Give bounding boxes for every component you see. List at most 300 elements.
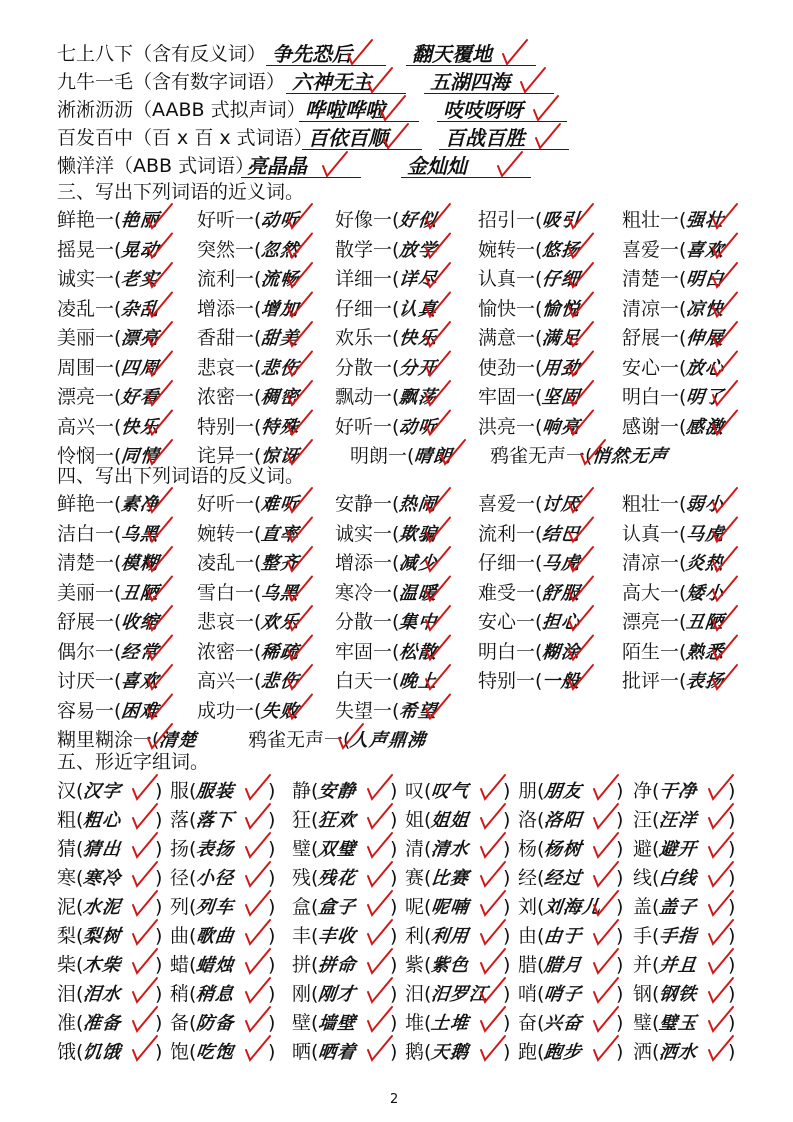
exercise-item [350, 442, 452, 471]
prompt-char: 柴 [57, 954, 77, 976]
prompt-char: 饱 [170, 1041, 190, 1063]
prompt-char: 腊 [518, 954, 538, 976]
phrase-prompt: 七上八下（含有反义词） [57, 43, 267, 65]
prompt-word: 好听一( [197, 493, 262, 515]
close-paren: ) [616, 954, 624, 976]
open-paren: ( [76, 1012, 84, 1034]
char-item [518, 1038, 624, 1067]
handwritten-answer: 松散 [398, 641, 439, 663]
close-paren: ) [616, 1012, 624, 1034]
prompt-word: 周围一( [57, 356, 122, 379]
char-item [292, 835, 398, 864]
prompt-word: 鸦雀无声一( [490, 445, 593, 467]
handwritten-answer: 服装 [195, 781, 236, 802]
exercise-item [478, 549, 580, 578]
handwritten-answer: 丑陋 [685, 612, 726, 633]
prompt-char: 洛 [518, 809, 538, 831]
char-item [633, 777, 736, 806]
close-paren: ) [155, 954, 163, 976]
exercise-item [622, 608, 724, 637]
close-paren: ) [616, 925, 624, 947]
exercise-item [622, 206, 724, 235]
prompt-char: 静 [292, 780, 312, 802]
close-paren: ) [268, 1012, 276, 1034]
char-item [405, 951, 511, 980]
char-item [405, 864, 511, 893]
char-item [405, 980, 511, 1009]
handwritten-answer: 紫色 [430, 955, 471, 976]
phrase-prompt: 懒洋洋（ABB 式词语） [57, 155, 255, 177]
handwritten-answer: 糊涂 [541, 641, 582, 663]
char-item [518, 777, 624, 806]
exercise-item [335, 324, 437, 353]
exercise-item [197, 413, 299, 442]
prompt-word: 浓密一( [197, 386, 262, 408]
phrase-prompt: 淅淅沥沥（AABB 式拟声词） [57, 99, 306, 121]
prompt-word: 凌乱一( [197, 552, 262, 574]
char-item [518, 806, 624, 835]
exercise-item [490, 442, 668, 471]
open-paren: ( [311, 1012, 319, 1034]
prompt-word: 明白一( [622, 386, 687, 408]
prompt-char: 经 [518, 867, 538, 889]
exercise-item [57, 608, 159, 637]
handwritten-answer: 喜欢 [685, 239, 726, 261]
handwritten-answer: 汨罗江 [430, 984, 490, 1005]
handwritten-answer: 飘荡 [398, 387, 439, 408]
exercise-item [57, 490, 159, 519]
exercise-item [335, 520, 437, 549]
open-paren: ( [76, 780, 84, 802]
close-paren: ) [616, 838, 624, 860]
close-paren: ) [728, 954, 736, 976]
char-item [405, 835, 511, 864]
close-paren: ) [390, 838, 398, 860]
prompt-word: 高大一( [622, 581, 687, 604]
close-paren: ) [616, 867, 624, 889]
handwritten-answer: 清水 [430, 839, 471, 860]
open-paren: ( [652, 954, 660, 976]
close-paren: ) [390, 867, 398, 889]
handwritten-answer: 丰收 [317, 926, 358, 947]
close-paren: ) [728, 838, 736, 860]
char-item [633, 980, 736, 1009]
handwritten-answer: 晴朗 [413, 446, 454, 467]
prompt-word: 认真一( [478, 268, 543, 290]
prompt-word: 鲜艳一( [57, 209, 122, 231]
handwritten-answer: 蜡烛 [195, 955, 236, 976]
open-paren: ( [424, 780, 432, 802]
handwritten-answer: 好似 [398, 210, 439, 231]
prompt-char: 备 [170, 1012, 190, 1034]
prompt-char: 壁 [292, 1012, 312, 1034]
exercise-item [478, 490, 580, 519]
char-item [292, 777, 398, 806]
handwritten-answer: 放心 [685, 357, 726, 379]
char-item [633, 922, 736, 951]
prompt-word: 鲜艳一( [57, 493, 122, 515]
handwritten-answer: 一般 [541, 671, 582, 692]
exercise-row [0, 324, 793, 352]
char-item [292, 922, 398, 951]
handwritten-answer: 拼命 [317, 955, 358, 976]
exercise-item [57, 579, 159, 608]
exercise-row [0, 697, 793, 725]
exercise-item [248, 726, 426, 755]
open-paren: ( [537, 809, 545, 831]
open-paren: ( [189, 925, 197, 947]
handwritten-answer: 刘海儿 [543, 897, 603, 918]
handwritten-answer: 满足 [541, 328, 582, 349]
close-paren: ) [728, 867, 736, 889]
close-paren: ) [268, 1041, 276, 1063]
handwritten-answer: 甜美 [260, 328, 301, 349]
handwritten-answer: 清楚 [158, 730, 199, 751]
handwritten-answer: 集中 [398, 612, 439, 633]
handwritten-answer: 素净 [120, 494, 161, 515]
close-paren: ) [390, 983, 398, 1005]
handwritten-answer: 利用 [430, 926, 471, 947]
handwritten-answer: 六神无主 [292, 70, 372, 94]
prompt-word: 婉转一( [197, 522, 262, 545]
phrase-row [0, 40, 793, 68]
close-paren: ) [728, 896, 736, 918]
open-paren: ( [189, 896, 197, 918]
open-paren: ( [537, 983, 545, 1005]
handwritten-answer: 吱吱呀呀 [443, 98, 523, 122]
prompt-word: 浓密一( [197, 640, 262, 663]
prompt-char: 钢 [633, 983, 653, 1005]
handwritten-answer: 模糊 [120, 553, 161, 574]
char-item [292, 951, 398, 980]
prompt-word: 清凉一( [622, 552, 687, 574]
char-item [292, 806, 398, 835]
open-paren: ( [537, 896, 545, 918]
exercise-item [57, 206, 159, 235]
handwritten-answer: 吃饱 [195, 1042, 236, 1063]
exercise-item [57, 265, 159, 294]
handwritten-answer: 欺骗 [398, 523, 439, 545]
char-item [170, 835, 276, 864]
exercise-item [478, 295, 580, 324]
open-paren: ( [189, 1012, 197, 1034]
close-paren: ) [503, 896, 511, 918]
close-paren: ) [503, 954, 511, 976]
char-item [405, 893, 511, 922]
prompt-word: 愉快一( [478, 297, 543, 320]
close-paren: ) [616, 983, 624, 1005]
prompt-word: 增添一( [335, 552, 400, 574]
prompt-char: 洒 [633, 1041, 653, 1063]
char-item [405, 922, 511, 951]
exercise-item [197, 579, 299, 608]
open-paren: ( [537, 1041, 545, 1063]
close-paren: ) [155, 867, 163, 889]
open-paren: ( [652, 780, 660, 802]
prompt-char: 落 [170, 809, 190, 831]
prompt-word: 粗壮一( [622, 493, 687, 515]
exercise-item [197, 324, 299, 353]
handwritten-answer: 木柴 [82, 955, 123, 976]
char-item [57, 864, 163, 893]
exercise-item [478, 354, 580, 383]
handwritten-answer: 好看 [120, 387, 161, 408]
prompt-char: 粗 [57, 809, 77, 831]
handwritten-answer: 整齐 [260, 553, 301, 574]
handwritten-answer: 坚固 [541, 387, 582, 408]
char-item [518, 980, 624, 1009]
handwritten-answer: 四周 [120, 357, 161, 379]
handwritten-answer: 盖子 [658, 897, 699, 918]
handwritten-answer: 动听 [398, 416, 439, 438]
open-paren: ( [424, 867, 432, 889]
open-paren: ( [311, 896, 319, 918]
prompt-word: 难受一( [478, 581, 543, 604]
close-paren: ) [268, 925, 276, 947]
prompt-word: 分散一( [335, 611, 400, 633]
exercise-item [478, 520, 580, 549]
handwritten-answer: 乌黑 [120, 523, 161, 545]
open-paren: ( [537, 838, 545, 860]
handwritten-answer: 双璧 [317, 839, 358, 860]
handwritten-answer: 列车 [195, 897, 236, 918]
open-paren: ( [76, 954, 84, 976]
exercise-item [478, 383, 580, 412]
char-item [405, 1009, 511, 1038]
prompt-word: 美丽一( [57, 581, 122, 604]
prompt-word: 诚实一( [335, 522, 400, 545]
prompt-char: 泥 [57, 896, 77, 918]
prompt-word: 仔细一( [335, 297, 400, 320]
handwritten-answer: 哨子 [543, 984, 584, 1005]
prompt-word: 清凉一( [622, 297, 687, 320]
handwritten-answer: 特殊 [260, 416, 301, 438]
exercise-item [57, 295, 159, 324]
exercise-item [622, 413, 724, 442]
close-paren: ) [268, 983, 276, 1005]
handwritten-answer: 悠扬 [541, 239, 582, 261]
open-paren: ( [189, 1041, 197, 1063]
prompt-word: 鸦雀无声一( [248, 729, 351, 751]
exercise-item [622, 236, 724, 265]
char-item [57, 922, 163, 951]
handwritten-answer: 稀疏 [260, 641, 301, 663]
exercise-item [478, 236, 580, 265]
exercise-item [57, 354, 159, 383]
handwritten-answer: 姐姐 [430, 810, 471, 831]
prompt-word: 安心一( [622, 356, 687, 379]
handwritten-answer: 认真 [398, 298, 439, 320]
char-item [57, 835, 163, 864]
handwritten-answer: 百依百顺 [308, 126, 388, 150]
handwritten-answer: 欢乐 [260, 612, 301, 633]
prompt-word: 明白一( [478, 640, 543, 663]
open-paren: ( [652, 1041, 660, 1063]
open-paren: ( [311, 838, 319, 860]
exercise-item [335, 579, 437, 608]
handwritten-answer: 结巴 [541, 523, 582, 545]
char-item [518, 835, 624, 864]
prompt-char: 汨 [405, 983, 425, 1005]
close-paren: ) [155, 925, 163, 947]
handwritten-answer: 饥饿 [82, 1042, 123, 1063]
handwritten-answer: 担心 [541, 612, 582, 633]
handwritten-answer: 墙壁 [317, 1013, 358, 1034]
open-paren: ( [652, 925, 660, 947]
handwritten-answer: 热闹 [398, 494, 439, 515]
exercise-row [0, 1009, 793, 1037]
handwritten-answer: 并且 [658, 955, 699, 976]
exercise-row [0, 236, 793, 264]
exercise-row [0, 951, 793, 979]
exercise-item [335, 295, 437, 324]
exercise-item [197, 490, 299, 519]
handwritten-answer: 温暖 [398, 582, 439, 604]
prompt-word: 喜爱一( [622, 238, 687, 261]
char-item [170, 1009, 276, 1038]
prompt-word: 增添一( [197, 297, 262, 320]
close-paren: ) [390, 1041, 398, 1063]
close-paren: ) [155, 896, 163, 918]
handwritten-answer: 汉字 [82, 781, 123, 802]
handwritten-answer: 直率 [260, 523, 301, 545]
prompt-word: 欢乐一( [335, 327, 400, 349]
handwritten-answer: 歌曲 [195, 926, 236, 947]
open-paren: ( [311, 809, 319, 831]
section-title: 五、形近字组词。 [57, 751, 210, 773]
handwritten-answer: 避开 [658, 839, 699, 860]
exercise-row [0, 806, 793, 834]
exercise-item [197, 265, 299, 294]
prompt-char: 汪 [633, 809, 653, 831]
prompt-char: 清 [405, 838, 425, 860]
char-item [518, 951, 624, 980]
exercise-item [57, 667, 159, 696]
handwritten-answer: 小径 [195, 868, 236, 889]
exercise-row [0, 579, 793, 607]
open-paren: ( [311, 867, 319, 889]
handwritten-answer: 矮小 [685, 582, 726, 604]
char-item [170, 1038, 276, 1067]
open-paren: ( [652, 867, 660, 889]
exercise-item [197, 549, 299, 578]
prompt-char: 线 [633, 867, 653, 889]
open-paren: ( [424, 896, 432, 918]
open-paren: ( [537, 1012, 545, 1034]
close-paren: ) [503, 809, 511, 831]
handwritten-answer: 准备 [82, 1013, 123, 1034]
handwritten-answer: 伸展 [685, 328, 726, 349]
char-item [633, 893, 736, 922]
exercise-row [0, 549, 793, 577]
handwritten-answer: 动听 [260, 210, 301, 231]
prompt-char: 朋 [518, 780, 538, 802]
prompt-word: 详细一( [335, 268, 400, 290]
close-paren: ) [503, 1041, 511, 1063]
prompt-word: 白天一( [335, 670, 400, 692]
prompt-char: 利 [405, 925, 425, 947]
handwritten-answer: 惊讶 [260, 446, 301, 467]
prompt-word: 流利一( [197, 268, 262, 290]
prompt-word: 飘动一( [335, 386, 400, 408]
handwritten-answer: 干净 [658, 781, 699, 802]
handwritten-answer: 增加 [260, 298, 301, 320]
exercise-item [335, 383, 437, 412]
prompt-word: 舒展一( [622, 327, 687, 349]
handwritten-answer: 泪水 [82, 984, 123, 1005]
handwritten-answer: 水泥 [82, 897, 123, 918]
handwritten-answer: 难听 [260, 494, 301, 515]
prompt-word: 凌乱一( [57, 297, 122, 320]
handwritten-answer: 悲伤 [260, 671, 301, 692]
prompt-word: 高兴一( [197, 670, 262, 692]
handwritten-answer: 杨树 [543, 839, 584, 860]
handwritten-answer: 晒着 [317, 1042, 358, 1063]
open-paren: ( [652, 809, 660, 831]
exercise-item [335, 354, 437, 383]
handwritten-answer: 跑步 [543, 1042, 584, 1063]
prompt-word: 陌生一( [622, 640, 687, 663]
exercise-item [622, 324, 724, 353]
exercise-item [335, 697, 437, 726]
close-paren: ) [268, 838, 276, 860]
exercise-item [197, 236, 299, 265]
prompt-char: 姐 [405, 809, 425, 831]
open-paren: ( [537, 954, 545, 976]
exercise-item [478, 638, 580, 667]
char-item [518, 1009, 624, 1038]
exercise-item [57, 638, 159, 667]
prompt-word: 失望一( [335, 699, 400, 722]
prompt-char: 璧 [292, 838, 312, 860]
prompt-word: 容易一( [57, 699, 122, 722]
exercise-item [335, 236, 437, 265]
exercise-item [622, 638, 724, 667]
close-paren: ) [390, 809, 398, 831]
prompt-word: 好听一( [335, 415, 400, 438]
handwritten-answer: 防备 [195, 1013, 236, 1034]
exercise-item [197, 667, 299, 696]
prompt-char: 扬 [170, 838, 190, 860]
handwritten-answer: 明白 [685, 269, 726, 290]
prompt-word: 诚实一( [57, 268, 122, 290]
handwritten-answer: 悄然无声 [591, 446, 670, 467]
prompt-char: 猜 [57, 838, 77, 860]
handwritten-answer: 刚才 [317, 984, 358, 1005]
open-paren: ( [537, 925, 545, 947]
exercise-row [0, 354, 793, 382]
handwritten-answer: 叹气 [430, 781, 471, 802]
close-paren: ) [268, 780, 276, 802]
prompt-word: 牢固一( [335, 640, 400, 663]
prompt-word: 明朗一( [350, 445, 415, 467]
exercise-item [622, 579, 724, 608]
prompt-word: 雪白一( [197, 581, 262, 604]
close-paren: ) [390, 925, 398, 947]
close-paren: ) [728, 780, 736, 802]
prompt-char: 盒 [292, 896, 312, 918]
handwritten-answer: 快乐 [398, 328, 439, 349]
prompt-word: 讨厌一( [57, 670, 122, 692]
prompt-char: 净 [633, 780, 653, 802]
prompt-char: 饿 [57, 1041, 77, 1063]
open-paren: ( [537, 867, 545, 889]
handwritten-answer: 流畅 [260, 269, 301, 290]
close-paren: ) [268, 954, 276, 976]
open-paren: ( [311, 780, 319, 802]
open-paren: ( [311, 954, 319, 976]
handwritten-answer: 土堆 [430, 1013, 471, 1034]
